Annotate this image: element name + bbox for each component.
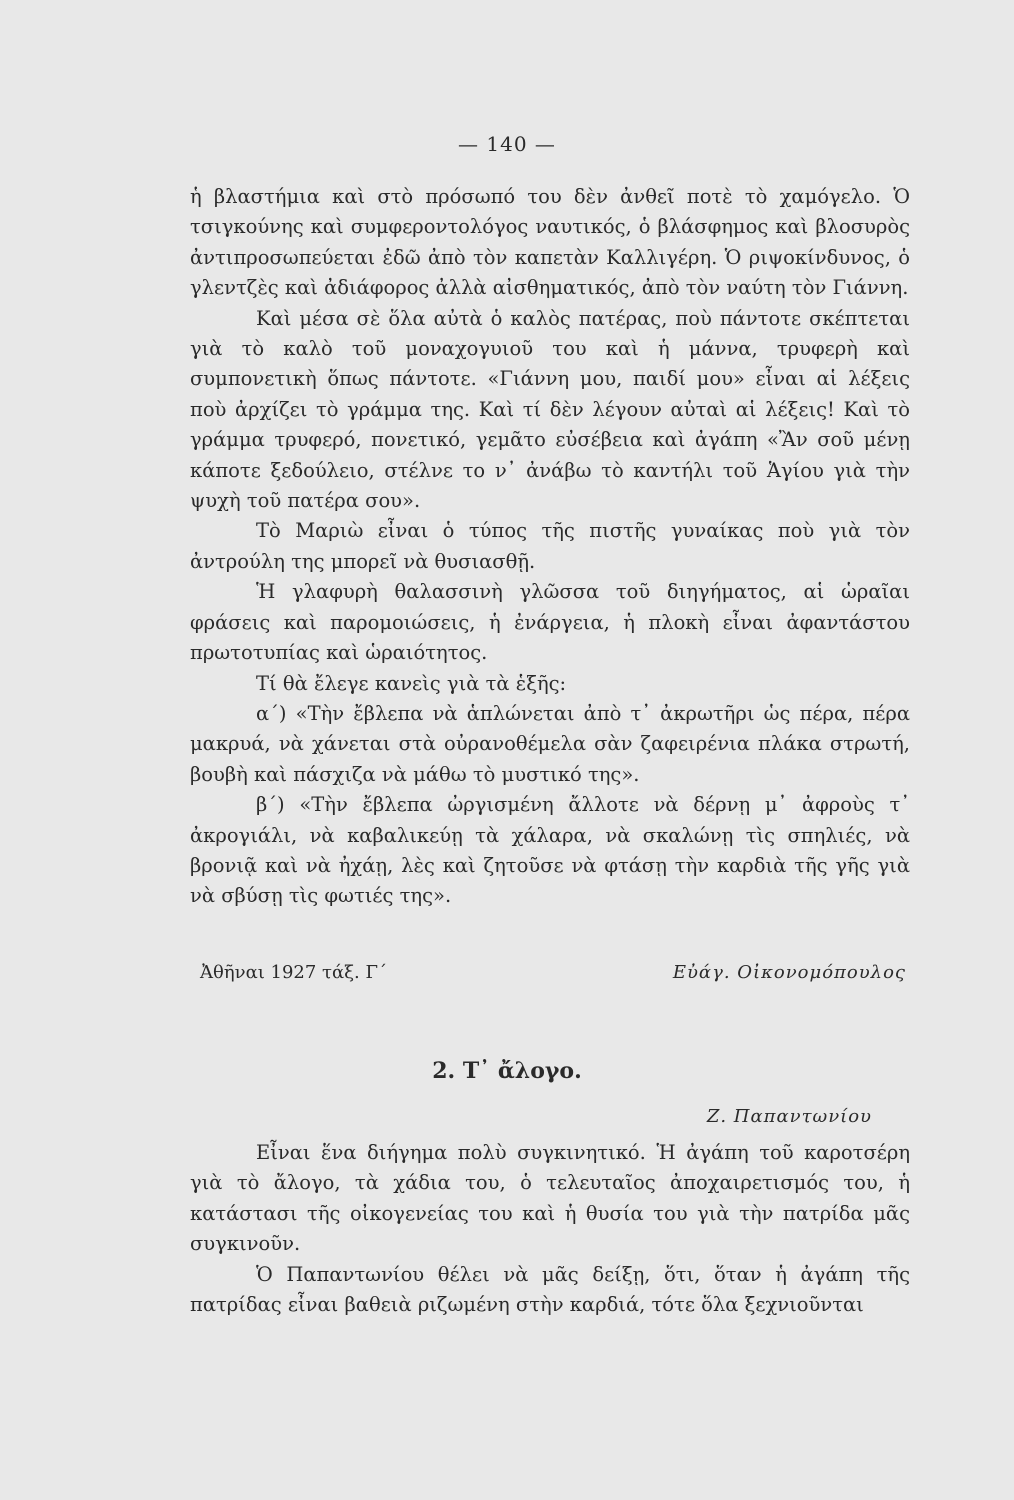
paragraph: Ὁ Παπαντωνίου θέλει νὰ μᾶς δείξῃ, ὅτι, ὅταν ἡ ἀγάπη τῆς πατρίδας εἶναι βαθειὰ ριζωμένη στὴν καρδιά, τότε ὅλα ξεχνιοῦνται (190, 1262, 910, 1317)
paragraph: Καὶ μέσα σὲ ὅλα αὐτὰ ὁ καλὸς πατέρας, ποὺ πάντοτε σκέπτεται γιὰ τὸ καλὸ τοῦ μοναχογυιοῦ του καὶ ἡ μάννα, τρυφερὴ καὶ συμπονετικὴ ὅπως πάντοτε. «Γιάννη μου, παιδί μου» εἶναι αἱ λέξεις ποὺ ἀρχίζει τὸ γράμμα της. Καὶ τί δὲν λέγουν αὐταὶ αἱ λέξεις! Καὶ τὸ γράμμα τρυφερό, πονετικό, γεμᾶτο εὐσέβεια καὶ ἀγάπη «Ἂν σοῦ μένῃ κάποτε ξεδούλειο, στέλνε το ν᾽ ἀνάβω τὸ καντήλι τοῦ Ἁγίου γιὰ τὴν ψυχὴ τοῦ πατέρα σου». (190, 306, 910, 513)
main-text-part1 (190, 182, 910, 912)
paragraph: ἡ βλαστήμια καὶ στὸ πρόσωπό του δὲν ἀνθεῖ ποτὲ τὸ χαμόγελο. Ὁ τσιγκούνης καὶ συμφεροντολόγος ναυτικός, ὁ βλάσφημος καὶ βλοσυρὸς ἀντιπροσωπεύεται ἐδῶ ἀπὸ τὸν καπετὰν Καλλιγέρη. Ὁ ριψοκίνδυνος, ὁ γλεντζὲς καὶ ἀδιάφορος ἀλλὰ αἰσθηματικός, ἀπὸ τὸν ναύτη τὸν Γιάννη. (190, 185, 910, 300)
paragraph: α΄) «Τὴν ἔβλεπα νὰ ἁπλώνεται ἀπὸ τ᾽ ἀκρωτῆρι ὡς πέρα, πέρα μακρυά, νὰ χάνεται στὰ οὐρανοθέμελα σὰν ζαφειρένια πλάκα στρωτή, βουβὴ καὶ πάσχιζα νὰ μάθω τὸ μυστικό της». (190, 701, 910, 786)
paragraph: β΄) «Τὴν ἔβλεπα ὠργισμένη ἄλλοτε νὰ δέρνῃ μ᾽ ἀφροὺς τ᾽ ἀκρογιάλι, νὰ καβαλικεύῃ τὰ χάλαρα, νὰ σκαλώνῃ τὶς σπηλιές, νὰ βρονιᾷ καὶ νὰ ἠχάῃ, λὲς καὶ ζητοῦσε νὰ φτάσῃ τὴν καρδιὰ τῆς γῆς γιὰ νὰ σβύσῃ τὶς φωτιές της». (190, 793, 910, 908)
section-author: Ζ. Παπαντωνίου (706, 1106, 872, 1127)
signature-author: Εὐάγ. Οἰκονομόπουλος (672, 962, 906, 983)
paragraph: Ἡ γλαφυρὴ θαλασσινὴ γλῶσσα τοῦ διηγήματος, αἱ ὡραῖαι φράσεις καὶ παρομοιώσεις, ἡ ἐνάργεια, ἡ πλοκὴ εἶναι ἀφαντάστου πρωτοτυπίας καὶ ὡραιότητος. (190, 580, 910, 665)
paragraph: Τὸ Μαριὼ εἶναι ὁ τύπος τῆς πιστῆς γυναίκας ποὺ γιὰ τὸν ἀντρούλη της μπορεῖ νὰ θυσιασθῇ. (190, 519, 910, 573)
place-date: Ἀθῆναι 1927 τάξ. Γ΄ (200, 962, 387, 983)
section-title: 2. Τ᾽ ἄλογο. (432, 1058, 582, 1084)
paragraph: Τί θὰ ἔλεγε κανεὶς γιὰ τὰ ἑξῆς: (256, 671, 567, 695)
paragraph: Εἶναι ἕνα διήγημα πολὺ συγκινητικό. Ἡ ἀγάπη τοῦ καροτσέρη γιὰ τὸ ἄλογο, τὰ χάδια του, ὁ τελευταῖος ἀποχαιρετισμός του, ἡ κατάστασι τῆς οἰκογενείας του καὶ ἡ θυσία του γιὰ τὴν πατρίδα μᾶς συγκινοῦν. (190, 1141, 910, 1256)
main-text-part2 (190, 1138, 910, 1320)
signature-line (200, 962, 906, 983)
page-number: — 140 — (458, 132, 556, 156)
